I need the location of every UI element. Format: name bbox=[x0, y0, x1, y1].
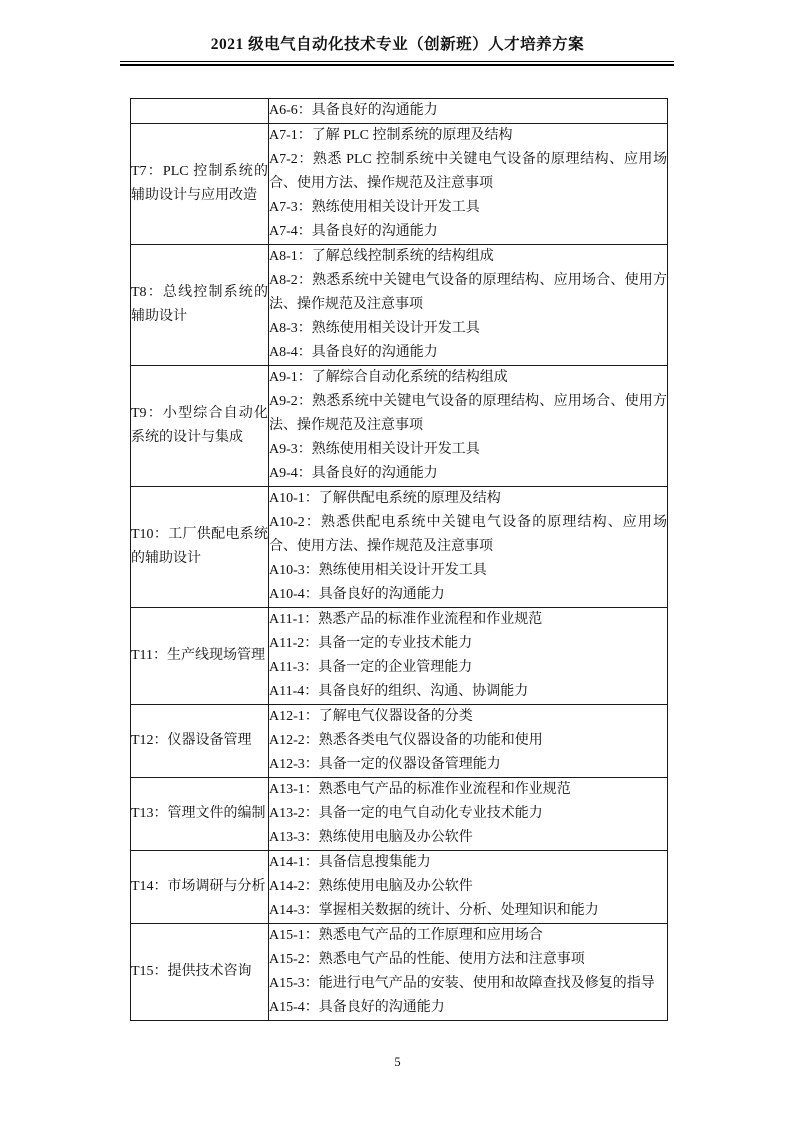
ability-items-cell bbox=[269, 608, 668, 705]
task-label: T8：总线控制系统的辅助设计 bbox=[131, 285, 268, 324]
ability-items-cell bbox=[269, 487, 668, 608]
ability-item: A10-2：熟悉供配电系统中关键电气设备的原理结构、应用场合、使用方法、操作规范及注意事项 bbox=[269, 515, 667, 554]
ability-item: A8-2：熟悉系统中关键电气设备的原理结构、应用场合、使用方法、操作规范及注意事项 bbox=[269, 273, 667, 312]
ability-item: A15-3：能进行电气产品的安装、使用和故障查找及修复的指导 bbox=[269, 976, 655, 991]
ability-item: A9-2：熟悉系统中关键电气设备的原理结构、应用场合、使用方法、操作规范及注意事项 bbox=[269, 394, 667, 433]
task-cell bbox=[131, 778, 269, 851]
ability-item: A9-1：了解综合自动化系统的结构组成 bbox=[269, 370, 508, 385]
table-row bbox=[131, 608, 668, 705]
ability-item: A13-3：熟练使用电脑及办公软件 bbox=[269, 830, 473, 845]
table-row bbox=[131, 705, 668, 778]
task-label: T15：提供技术咨询 bbox=[131, 964, 252, 979]
ability-item: A12-1：了解电气仪器设备的分类 bbox=[269, 709, 473, 724]
task-cell bbox=[131, 608, 269, 705]
task-cell bbox=[131, 924, 269, 1021]
table-row bbox=[131, 366, 668, 487]
ability-items-cell bbox=[269, 99, 668, 124]
ability-item: A11-3：具备一定的企业管理能力 bbox=[269, 660, 473, 675]
table-row bbox=[131, 124, 668, 245]
ability-item: A7-2：熟悉 PLC 控制系统中关键电气设备的原理结构、应用场合、使用方法、操作规范及注意事项 bbox=[269, 152, 667, 191]
ability-items-cell bbox=[269, 245, 668, 366]
task-label: T11：生产线现场管理 bbox=[131, 648, 266, 663]
ability-items-cell bbox=[269, 124, 668, 245]
header-double-rule bbox=[120, 61, 674, 66]
ability-item: A8-3：熟练使用相关设计开发工具 bbox=[269, 321, 480, 336]
ability-item: A7-3：熟练使用相关设计开发工具 bbox=[269, 200, 480, 215]
task-label: T13：管理文件的编制 bbox=[131, 806, 266, 821]
ability-item: A10-3：熟练使用相关设计开发工具 bbox=[269, 563, 487, 578]
ability-items-cell bbox=[269, 924, 668, 1021]
page-number: 5 bbox=[394, 1055, 401, 1069]
ability-item: A13-1：熟悉电气产品的标准作业流程和作业规范 bbox=[269, 782, 571, 797]
ability-items-cell bbox=[269, 705, 668, 778]
task-label: T12：仪器设备管理 bbox=[131, 733, 252, 748]
ability-items-cell bbox=[269, 851, 668, 924]
ability-items-cell bbox=[269, 366, 668, 487]
task-cell bbox=[131, 705, 269, 778]
ability-item: A11-1：熟悉产品的标准作业流程和作业规范 bbox=[269, 612, 543, 627]
ability-item: A14-1：具备信息搜集能力 bbox=[269, 855, 431, 870]
ability-item: A10-4：具备良好的沟通能力 bbox=[269, 587, 445, 602]
ability-item: A7-4：具备良好的沟通能力 bbox=[269, 224, 438, 239]
ability-item: A12-2：熟悉各类电气仪器设备的功能和使用 bbox=[269, 733, 543, 748]
ability-item: A13-2：具备一定的电气自动化专业技术能力 bbox=[269, 806, 543, 821]
task-label: T7：PLC 控制系统的辅助设计与应用改造 bbox=[131, 164, 268, 203]
ability-item: A10-1：了解供配电系统的原理及结构 bbox=[269, 491, 501, 506]
task-label: T9：小型综合自动化系统的设计与集成 bbox=[131, 406, 268, 445]
ability-item: A8-1：了解总线控制系统的结构组成 bbox=[269, 249, 494, 264]
table-row bbox=[131, 924, 668, 1021]
ability-item: A14-2：熟练使用电脑及办公软件 bbox=[269, 879, 473, 894]
task-label: T14：市场调研与分析 bbox=[131, 879, 266, 894]
table-row bbox=[131, 851, 668, 924]
objectives-table bbox=[130, 98, 668, 1021]
ability-item: A11-2：具备一定的专业技术能力 bbox=[269, 636, 473, 651]
ability-item: A11-4：具备良好的组织、沟通、协调能力 bbox=[269, 684, 529, 699]
ability-items-cell bbox=[269, 778, 668, 851]
table-row bbox=[131, 487, 668, 608]
ability-item: A14-3：掌握相关数据的统计、分析、处理知识和能力 bbox=[269, 903, 599, 918]
table-row bbox=[131, 99, 668, 124]
ability-item: A7-1：了解 PLC 控制系统的原理及结构 bbox=[269, 128, 513, 143]
objectives-table-body bbox=[131, 99, 668, 1021]
task-cell bbox=[131, 124, 269, 245]
table-row bbox=[131, 245, 668, 366]
task-cell bbox=[131, 366, 269, 487]
ability-item: A12-3：具备一定的仪器设备管理能力 bbox=[269, 757, 501, 772]
ability-item: A15-4：具备良好的沟通能力 bbox=[269, 1000, 445, 1015]
task-cell bbox=[131, 99, 269, 124]
task-cell bbox=[131, 245, 269, 366]
task-cell bbox=[131, 487, 269, 608]
table-row bbox=[131, 778, 668, 851]
page-title: 2021 级电气自动化技术专业（创新班）人才培养方案 bbox=[210, 36, 585, 53]
ability-item: A8-4：具备良好的沟通能力 bbox=[269, 345, 438, 360]
ability-item: A15-1：熟悉电气产品的工作原理和应用场合 bbox=[269, 928, 543, 943]
ability-item: A9-3：熟练使用相关设计开发工具 bbox=[269, 442, 480, 457]
task-label: T10：工厂供配电系统的辅助设计 bbox=[131, 527, 268, 566]
ability-item: A9-4：具备良好的沟通能力 bbox=[269, 466, 438, 481]
ability-item: A15-2：熟悉电气产品的性能、使用方法和注意事项 bbox=[269, 952, 585, 967]
ability-item: A6-6：具备良好的沟通能力 bbox=[269, 103, 438, 118]
task-cell bbox=[131, 851, 269, 924]
